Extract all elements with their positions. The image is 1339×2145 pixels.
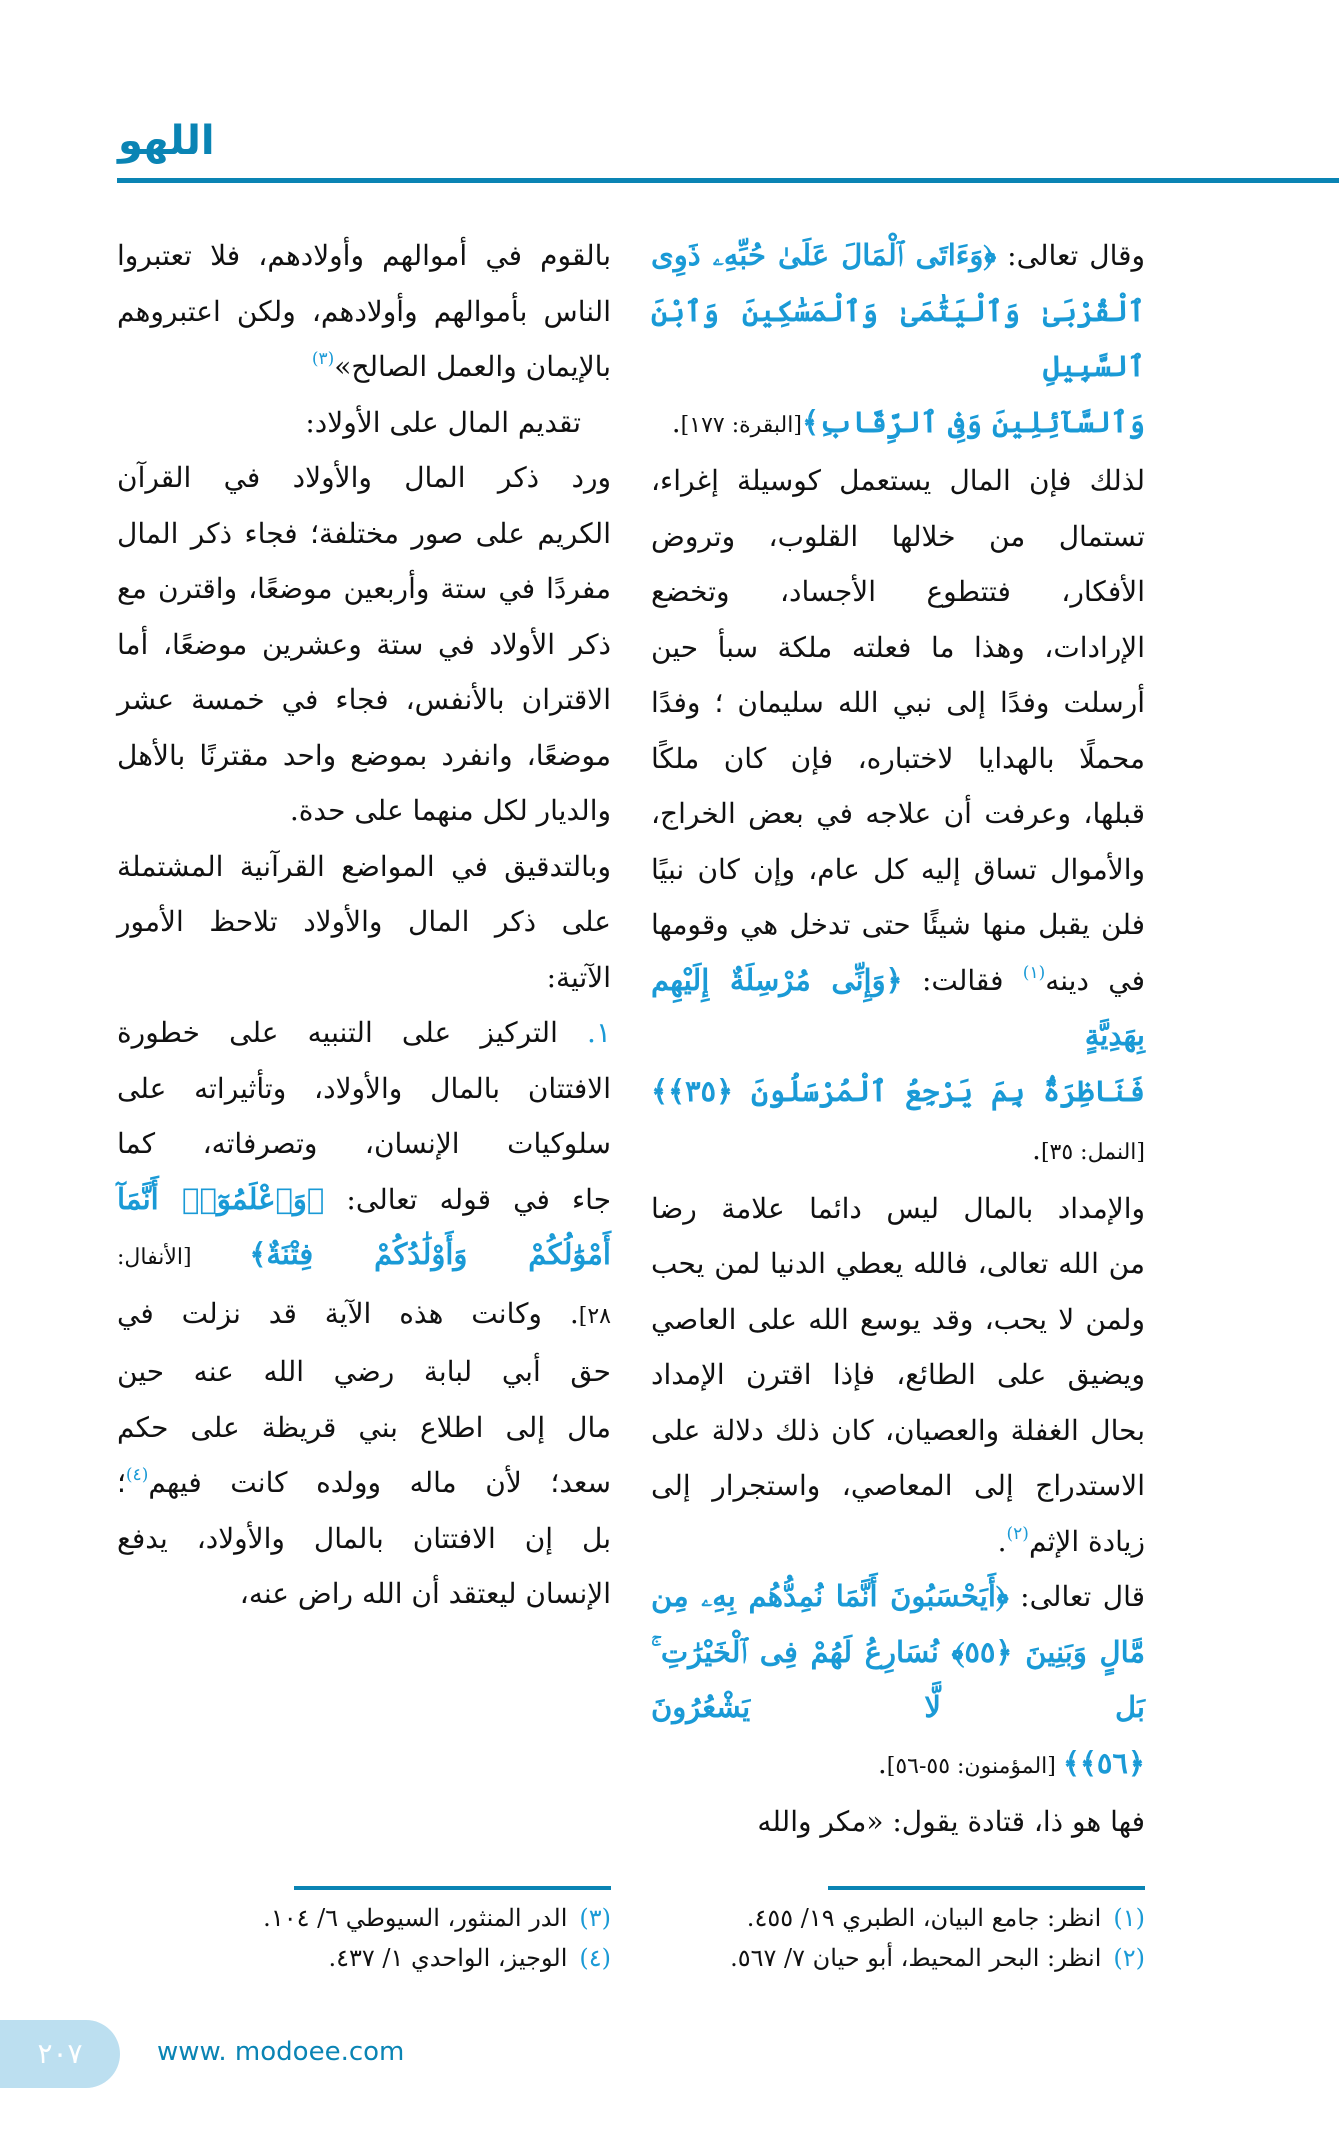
quran-verse: ﴿أَيَحْسَبُونَ أَنَّمَا نُمِدُّهُم بِهِۦ مِن xyxy=(651,1579,1009,1613)
body-text: موضعًا، وانفرد بموضع واحد مقترنًا بالأهل xyxy=(117,738,611,772)
text-line xyxy=(651,1625,1145,1736)
body-text: وبالتدقيق في المواضع القرآنية المشتملة xyxy=(117,849,611,883)
text-line xyxy=(117,1005,611,1061)
footnote xyxy=(117,1898,611,1938)
text-line xyxy=(651,1569,1145,1625)
body-text: قال تعالى: xyxy=(1008,1580,1145,1613)
text-line xyxy=(117,1227,611,1286)
body-text: محملًا بالهدايا لاختباره، فإن كان ملكًا xyxy=(651,741,1145,775)
text-line xyxy=(117,1116,611,1172)
body-text: الافتتان بالمال والأولاد، وتأثيراته على xyxy=(117,1071,611,1105)
text-line xyxy=(651,228,1145,284)
body-text: جاء في قوله تعالى: xyxy=(324,1182,612,1216)
page-number: ٢٠٧ xyxy=(0,2020,120,2088)
body-text: والديار لكل منهما على حدة. xyxy=(289,794,611,827)
text-line xyxy=(651,953,1145,1064)
body-text: من الله تعالى، فالله يعطي الدنيا لمن يحب xyxy=(651,1247,1145,1280)
body-text: حق أبي لبابة رضي الله عنه حين xyxy=(117,1355,611,1388)
body-text: سلوكيات الإنسان، وتصرفاته، كما xyxy=(117,1127,611,1160)
text-line xyxy=(651,1064,1145,1181)
text-line xyxy=(117,783,611,839)
body-text: . وكانت هذه الآية قد نزلت في xyxy=(117,1296,579,1330)
verse-reference: [البقرة: ١٧٧] xyxy=(680,412,802,438)
footnotes-left xyxy=(117,1886,611,1978)
page-footer xyxy=(0,2020,1339,2088)
text-line xyxy=(117,228,611,284)
body-text: . xyxy=(671,405,681,439)
text-line xyxy=(651,1458,1145,1514)
body-text: وقال تعالى: xyxy=(996,239,1146,272)
quran-verse: ﴿وَإِنِّى مُرْسِلَةٌ إِلَيْهِم بِهَدِيَّةٍ xyxy=(651,962,1145,1052)
website-link[interactable]: www. modoee.com xyxy=(157,2036,405,2067)
text-line xyxy=(651,1736,1145,1795)
body-text: بالقوم في أموالهم وأولادهم، فلا تعتبروا xyxy=(117,239,611,272)
text-line xyxy=(117,1061,611,1117)
body-text: . xyxy=(877,1746,887,1780)
footnote-marker: (٣) xyxy=(311,349,335,369)
body-text: ورد ذكر المال والأولاد في القرآن xyxy=(117,461,611,494)
body-text: الأفكار، فتتطوع الأجساد، وتخضع xyxy=(651,575,1145,608)
text-line xyxy=(117,339,611,395)
quran-verse: أَمْوَٰلُكُمْ وَأَوْلَٰدُكُمْ فِتْنَةٌ﴾ xyxy=(249,1237,611,1271)
chapter-title-logo: اللهو xyxy=(118,118,215,164)
text-line xyxy=(117,1344,611,1400)
body-text: فها هو ذا، قتادة يقول: «مكر والله xyxy=(757,1805,1145,1838)
footnote-text: الدر المنثور، السيوطي ٦/ ١٠٤. xyxy=(263,1903,568,1932)
text-line xyxy=(651,1794,1145,1850)
body-text: مال إلى اطلاع بني قريظة على حكم xyxy=(117,1410,611,1444)
text-line xyxy=(651,284,1145,395)
body-text: الآتية: xyxy=(546,960,611,994)
body-text: بحال الغفلة والعصيان، كان ذلك دلالة على xyxy=(651,1413,1145,1447)
footnote-marker: (١) xyxy=(1022,962,1046,983)
verse-reference: [النمل: ٣٥] xyxy=(1040,1140,1145,1165)
quran-verse: ﴿وَءَاتَى ٱلْمَالَ عَلَىٰ حُبِّهِۦ ذَوِى xyxy=(651,238,997,272)
text-line xyxy=(117,1172,611,1228)
text-line xyxy=(651,509,1145,565)
verse-reference: ٢٨] xyxy=(578,1303,611,1329)
body-text: الاقتران بالأنفس، فجاء في خمسة عشر xyxy=(117,683,611,716)
section-heading xyxy=(117,395,611,451)
body-text: الاستدراج إلى المعاصي، واستجرار إلى xyxy=(651,1469,1145,1502)
body-text: الإنسان ليعتقد أن الله راض عنه، xyxy=(239,1577,611,1610)
text-line xyxy=(651,786,1145,842)
text-line xyxy=(651,564,1145,620)
text-line xyxy=(117,284,611,340)
body-text: الكريم على صور مختلفة؛ فجاء ذكر المال xyxy=(117,516,611,550)
body-text: فقالت: xyxy=(902,963,1023,997)
verse-reference: [الأنفال: xyxy=(117,1245,250,1270)
footnote-number: (٢) xyxy=(1113,1943,1145,1972)
text-columns xyxy=(117,0,1145,1850)
body-text: تقديم المال على الأولاد: xyxy=(305,405,581,439)
text-line xyxy=(117,839,611,895)
body-text: الإرادات، وهذا ما فعلته ملكة سبأ حين xyxy=(651,630,1145,664)
text-line xyxy=(117,1511,611,1567)
body-text: والأموال تساق إليه كل عام، وإن كان نبيًا xyxy=(651,852,1145,886)
footnote-marker: (٤) xyxy=(125,1465,149,1485)
text-line xyxy=(651,620,1145,676)
body-text: أرسلت وفدًا إلى نبي الله سليمان ؛ وفدًا xyxy=(651,686,1145,719)
text-line xyxy=(117,1286,611,1345)
text-line xyxy=(651,1236,1145,1292)
text-line xyxy=(117,1566,611,1622)
footnote-number: (٤) xyxy=(579,1943,611,1972)
body-text: والإمداد بالمال ليس دائما علامة رضا xyxy=(651,1191,1145,1225)
text-column-left xyxy=(117,228,611,1622)
text-line xyxy=(117,672,611,728)
text-line xyxy=(117,1455,611,1511)
footnote-rule-right xyxy=(828,1886,1145,1890)
text-line xyxy=(117,450,611,506)
footnote-text: انظر: البحر المحيط، أبو حيان ٧/ ٥٦٧. xyxy=(730,1943,1102,1972)
text-line xyxy=(117,561,611,617)
body-text: تستمال من خلالها القلوب، وتروض xyxy=(651,519,1145,553)
body-text: . xyxy=(997,1524,1007,1558)
footnote-marker: (٢) xyxy=(1006,1523,1029,1544)
body-text: ذكر الأولاد في ستة وعشرين موضعًا، أما xyxy=(117,627,611,661)
body-text: سعد؛ لأن ماله وولده كانت فيهم xyxy=(148,1466,611,1499)
text-line xyxy=(117,1400,611,1456)
body-text: . xyxy=(1032,1133,1041,1166)
footnote-number: (٣) xyxy=(579,1903,611,1932)
body-text: التركيز على التنبيه على خطورة xyxy=(117,1016,558,1049)
text-line xyxy=(651,1292,1145,1348)
text-line xyxy=(117,728,611,784)
quran-verse: ﴿٥٦﴾﴾ xyxy=(1062,1745,1145,1780)
text-line xyxy=(651,731,1145,787)
footnote xyxy=(651,1898,1145,1938)
body-text: في دينه xyxy=(1045,963,1145,997)
quran-verse: وَٱلسَّآئِلِينَ وَفِى ٱلرِّقَابِ﴾ xyxy=(801,404,1145,439)
body-text: على ذكر المال والأولاد تلاحظ الأمور xyxy=(117,905,611,938)
quran-verse: ﴿وَٱعْلَمُوٓا۟ أَنَّمَآ xyxy=(117,1181,325,1216)
list-number: ١. xyxy=(557,1016,611,1049)
text-line xyxy=(651,1181,1145,1237)
body-text: بالإيمان والعمل الصالح» xyxy=(334,350,611,383)
body-text: الناس بأموالهم وأولادهم، ولكن اعتبروهم xyxy=(117,294,611,328)
footnote-text: انظر: جامع البيان، الطبري ١٩/ ٤٥٥. xyxy=(746,1903,1102,1932)
text-line xyxy=(651,897,1145,953)
footnote xyxy=(117,1938,611,1978)
text-line xyxy=(651,1347,1145,1403)
quran-verse: مَّالٍ وَبَنِينَ ﴿٥٥﴾ نُسَارِعُ لَهُمْ فِى ٱلْخَيْرَٰتِ ۚ بَل لَّا يَشْعُرُونَ xyxy=(651,1634,1145,1724)
body-text: بل إن الافتتان بالمال والأولاد، يدفع xyxy=(117,1521,611,1555)
footnote xyxy=(651,1938,1145,1978)
quran-verse: فَنَاظِرَةٌۢ بِمَ يَرْجِعُ ٱلْمُرْسَلُونَ ﴿٣٥﴾﴾ xyxy=(651,1073,1145,1108)
footnote-rule-left xyxy=(294,1886,611,1890)
text-line xyxy=(117,950,611,1006)
text-line xyxy=(651,842,1145,898)
footnote-number: (١) xyxy=(1113,1903,1145,1932)
body-text: ويضيق على الطائع، فإذا اقترن الإمداد xyxy=(651,1358,1145,1391)
body-text: زيادة الإثم xyxy=(1028,1524,1145,1558)
footnotes-right xyxy=(651,1886,1145,1978)
text-line xyxy=(651,453,1145,509)
body-text: لذلك فإن المال يستعمل كوسيلة إغراء، xyxy=(651,464,1145,497)
quran-verse: ٱلْقُرْبَىٰ وَٱلْيَتَٰمَىٰ وَٱلْمَسَٰكِينَ وَٱبْنَ ٱلسَّبِيلِ xyxy=(651,293,1145,383)
body-text: ؛ xyxy=(117,1466,126,1499)
verse-reference: [المؤمنون: ٥٥-٥٦] xyxy=(886,1753,1063,1779)
text-column-right xyxy=(651,228,1145,1850)
body-text: مفردًا في ستة وأربعين موضعًا، واقترن مع xyxy=(117,572,611,605)
text-line xyxy=(651,395,1145,454)
text-line xyxy=(117,894,611,950)
text-line xyxy=(117,506,611,562)
footnotes-area xyxy=(117,1886,1145,1978)
text-line xyxy=(651,675,1145,731)
text-line xyxy=(651,1403,1145,1459)
body-text: فلن يقبل منها شيئًا حتى تدخل هي وقومها xyxy=(651,908,1145,941)
footnote-text: الوجيز، الواحدي ١/ ٤٣٧. xyxy=(328,1943,568,1972)
body-text: قبلها، وعرفت أن علاجه في بعض الخراج، xyxy=(651,797,1145,830)
text-line xyxy=(651,1514,1145,1570)
body-text: ولمن لا يحب، وقد يوسع الله على العاصي xyxy=(651,1302,1145,1336)
text-line xyxy=(117,617,611,673)
